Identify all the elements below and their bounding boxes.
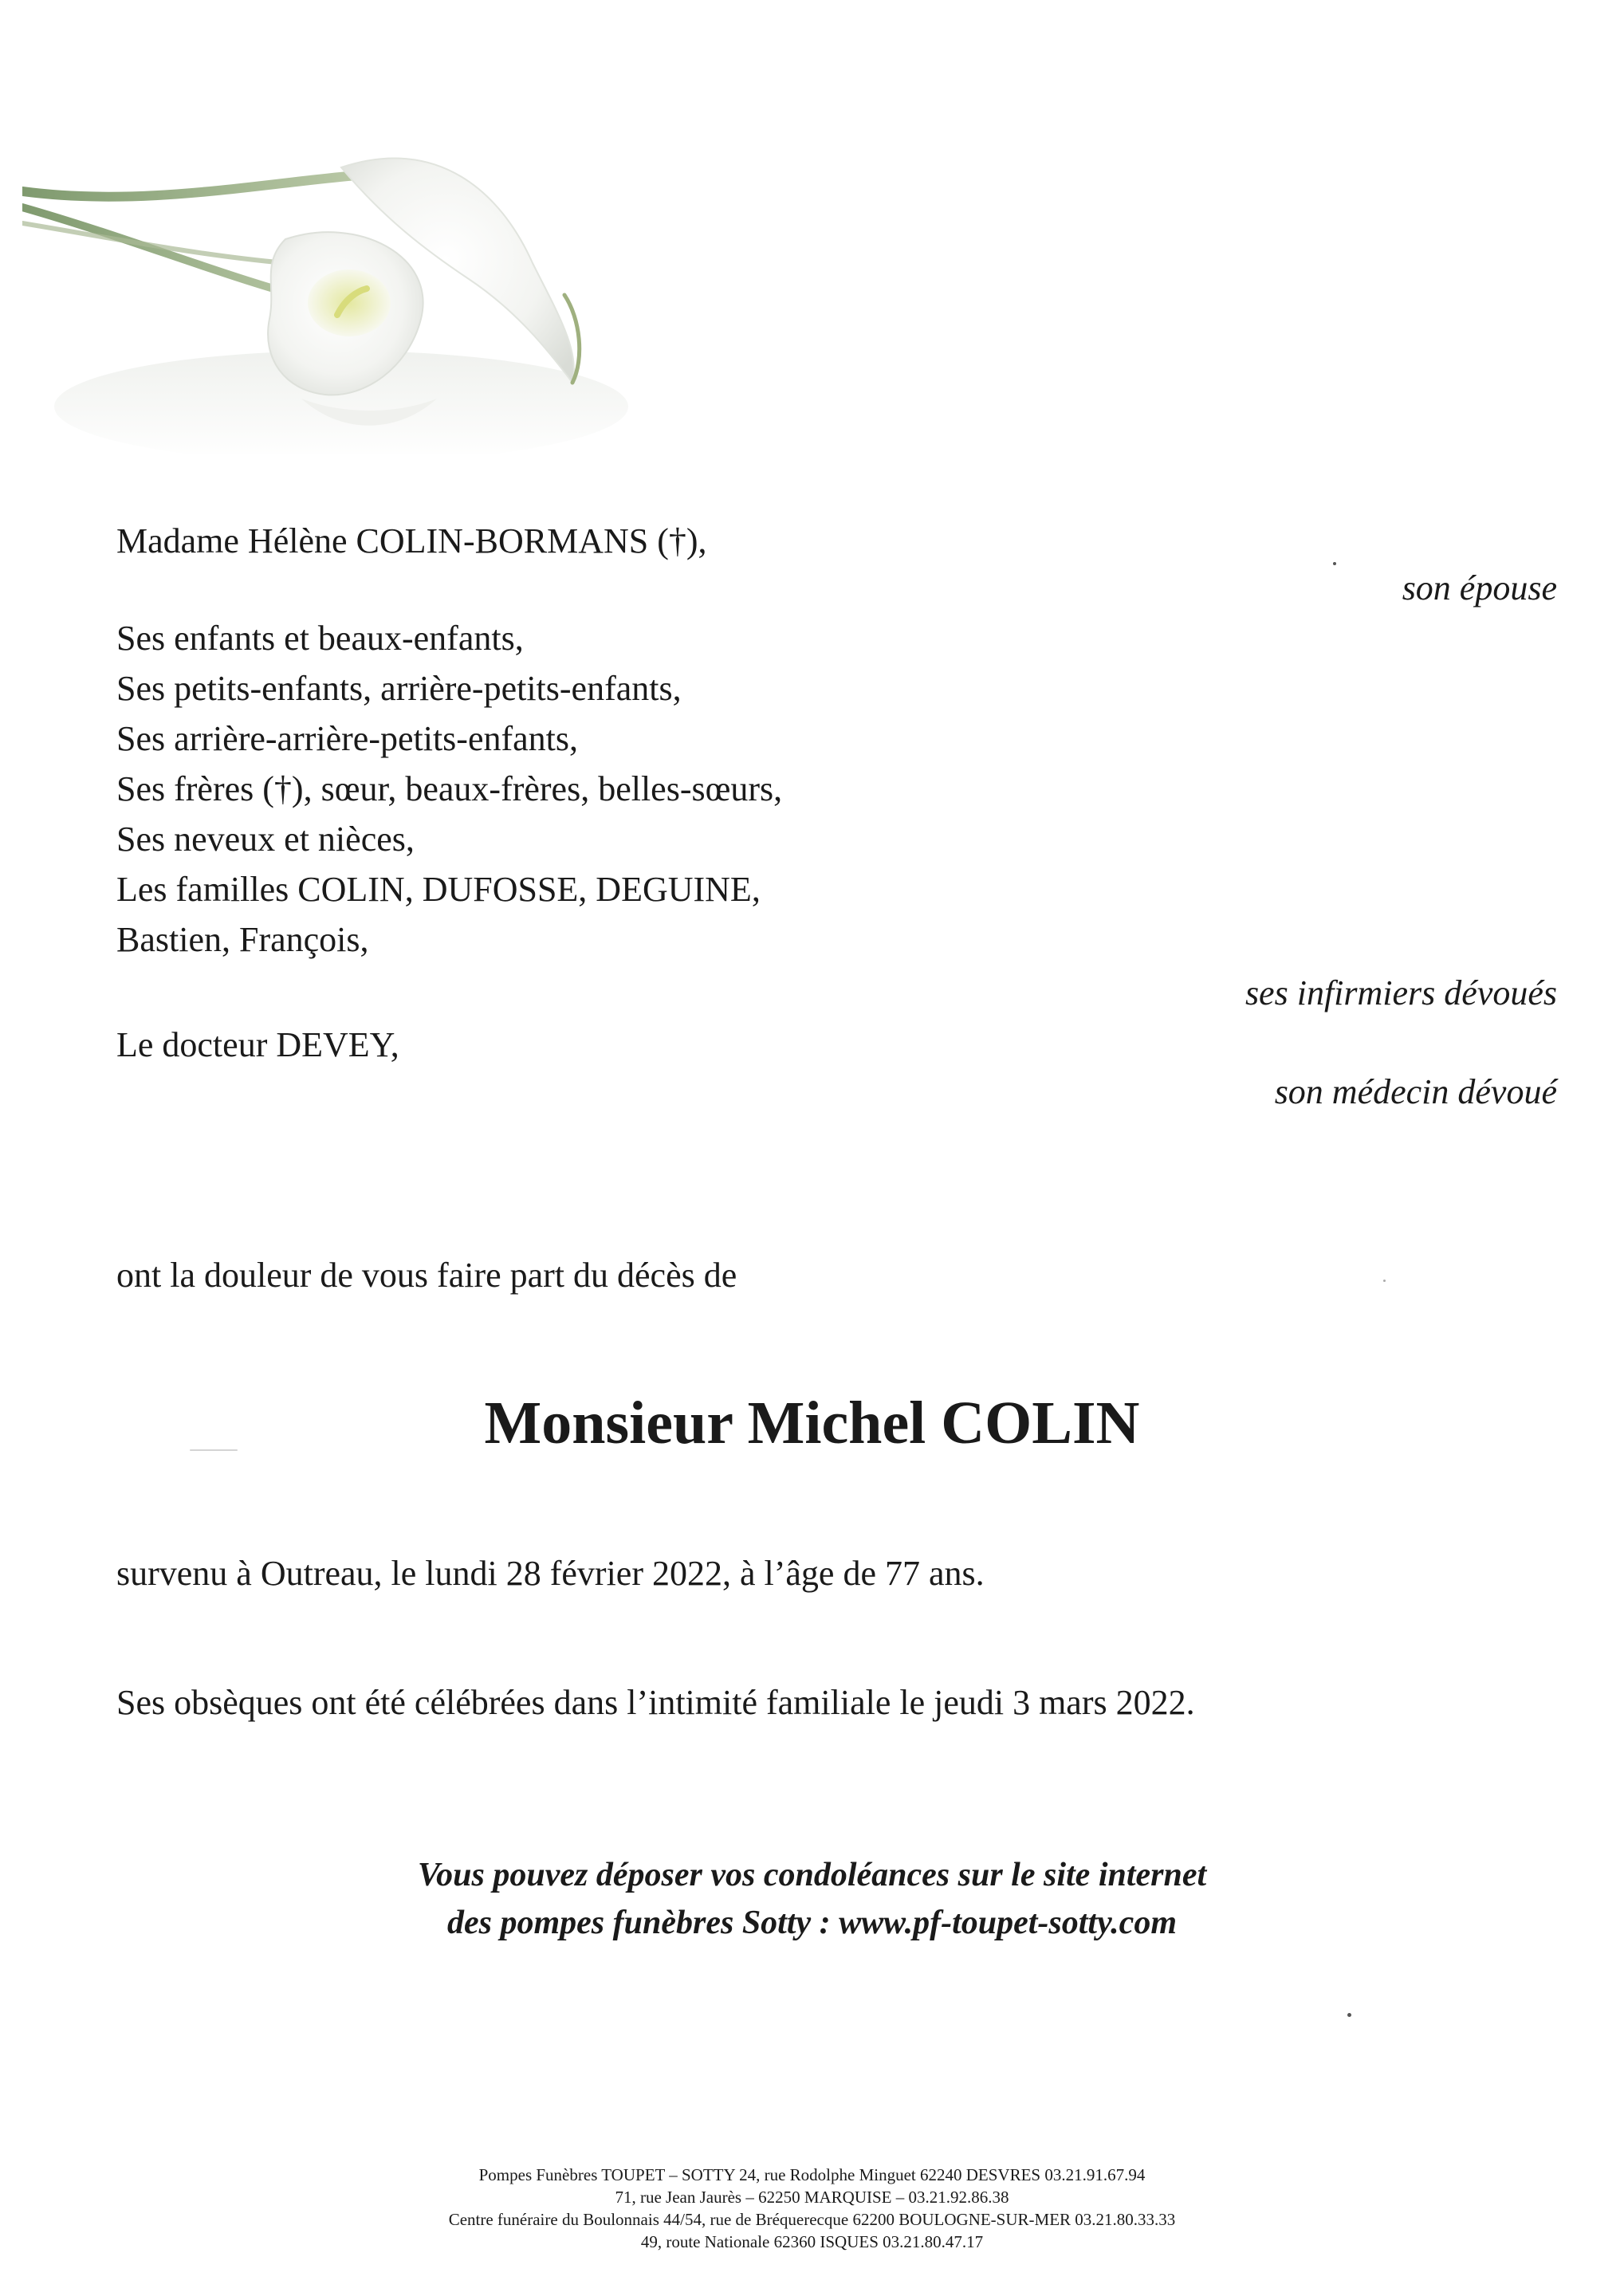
- footer-line-2: 71, rue Jean Jaurès – 62250 MARQUISE – 03.21.92.86.38: [615, 2188, 1009, 2207]
- footer-line-1: Pompes Funèbres TOUPET – SOTTY 24, rue Rodolphe Minguet 62240 DESVRES 03.21.91.67.94: [478, 2165, 1146, 2184]
- doctor-line: Le docteur DEVEY,: [116, 1025, 399, 1064]
- condolences-line-2: des pompes funèbres Sotty : www.pf-toupet-sotty.com: [447, 1905, 1177, 1941]
- footer-line-4: 49, route Nationale 62360 ISQUES 03.21.80.47.17: [640, 2232, 984, 2251]
- family-line-5: Ses neveux et nièces,: [116, 820, 415, 859]
- scan-speck: [190, 1449, 238, 1451]
- doctor-relation: son médecin dévoué: [1274, 1072, 1557, 1111]
- scan-speck: [1333, 562, 1336, 565]
- spouse-line: Madame Hélène COLIN-BORMANS (†),: [116, 521, 707, 560]
- condolences-line-1: Vous pouvez déposer vos condoléances sur le site internet: [417, 1857, 1207, 1893]
- family-line-3: Ses arrière-arrière-petits-enfants,: [116, 719, 579, 758]
- family-line-4: Ses frères (†), sœur, beaux-frères, belles-sœurs,: [116, 769, 783, 808]
- footer-line-3: Centre funéraire du Boulonnais 44/54, rue de Bréquerecque 62200 BOULOGNE-SUR-MER 03.21.80.33.33: [448, 2210, 1176, 2229]
- family-line-2: Ses petits-enfants, arrière-petits-enfants,: [116, 669, 682, 708]
- family-line-6: Les familles COLIN, DUFOSSE, DEGUINE,: [116, 870, 761, 909]
- announcement-intro: ont la douleur de vous faire part du décès de: [116, 1256, 737, 1295]
- family-line-1: Ses enfants et beaux-enfants,: [116, 619, 524, 658]
- scan-speck: [1347, 2013, 1351, 2017]
- death-details: survenu à Outreau, le lundi 28 février 2022, à l’âge de 77 ans.: [116, 1554, 985, 1593]
- deceased-name: Monsieur Michel COLIN: [484, 1390, 1140, 1457]
- nurses-relation: ses infirmiers dévoués: [1245, 973, 1557, 1012]
- scan-speck: [1383, 1280, 1386, 1282]
- family-line-7: Bastien, François,: [116, 920, 369, 959]
- calla-lily-icon: [22, 120, 628, 454]
- spouse-relation: son épouse: [1402, 568, 1557, 607]
- funeral-details: Ses obsèques ont été célébrées dans l’intimité familiale le jeudi 3 mars 2022.: [116, 1683, 1195, 1722]
